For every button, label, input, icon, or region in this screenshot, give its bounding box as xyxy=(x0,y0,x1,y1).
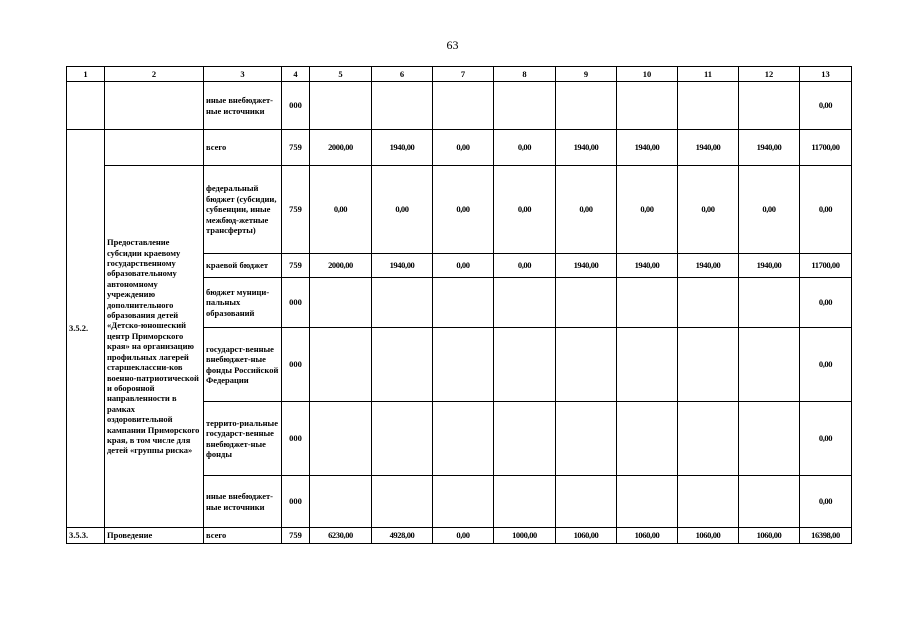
code-cell: 000 xyxy=(282,328,310,402)
value-cell xyxy=(617,82,678,130)
value-cell: 0,00 xyxy=(739,166,800,254)
description-spacer xyxy=(105,130,204,166)
index-cell: 3.5.2. xyxy=(67,130,105,528)
value-cell xyxy=(310,402,372,476)
value-cell: 0,00 xyxy=(494,166,556,254)
value-cell: 0,00 xyxy=(433,254,494,278)
value-cell xyxy=(433,402,494,476)
source-cell: бюджет муници-пальных образований xyxy=(204,278,282,328)
source-cell: всего xyxy=(204,528,282,544)
value-cell xyxy=(556,402,617,476)
header-cell: 3 xyxy=(204,67,282,82)
value-cell xyxy=(739,328,800,402)
code-cell: 000 xyxy=(282,82,310,130)
value-cell: 1940,00 xyxy=(372,254,433,278)
source-cell: иные внебюджет-ные источники xyxy=(204,476,282,528)
value-cell xyxy=(310,328,372,402)
value-cell xyxy=(494,328,556,402)
value-cell xyxy=(372,476,433,528)
source-cell: иные внебюджет-ные источники xyxy=(204,82,282,130)
index-cell: 3.5.3. xyxy=(67,528,105,544)
header-row xyxy=(67,67,852,82)
total-cell: 11700,00 xyxy=(800,254,852,278)
total-cell: 11700,00 xyxy=(800,130,852,166)
code-cell: 759 xyxy=(282,166,310,254)
value-cell xyxy=(494,402,556,476)
table-row xyxy=(67,528,852,544)
value-cell xyxy=(617,278,678,328)
value-cell xyxy=(372,402,433,476)
value-cell: 4928,00 xyxy=(372,528,433,544)
table-row xyxy=(67,130,852,166)
value-cell xyxy=(617,476,678,528)
value-cell: 1940,00 xyxy=(678,254,739,278)
value-cell xyxy=(372,278,433,328)
value-cell xyxy=(556,82,617,130)
value-cell: 1940,00 xyxy=(556,130,617,166)
header-cell: 2 xyxy=(105,67,204,82)
header-cell: 7 xyxy=(433,67,494,82)
value-cell: 1060,00 xyxy=(617,528,678,544)
source-cell: террито-риальные государст-венные внебюджет-ные фонды xyxy=(204,402,282,476)
header-cell: 4 xyxy=(282,67,310,82)
value-cell: 2000,00 xyxy=(310,130,372,166)
value-cell xyxy=(617,402,678,476)
header-cell: 10 xyxy=(617,67,678,82)
value-cell: 1940,00 xyxy=(678,130,739,166)
header-cell: 9 xyxy=(556,67,617,82)
code-cell: 000 xyxy=(282,278,310,328)
source-cell: федеральный бюджет (субсидии, субвенции, иные межбюд-жетные трансферты) xyxy=(204,166,282,254)
value-cell xyxy=(494,278,556,328)
value-cell xyxy=(556,328,617,402)
code-cell: 759 xyxy=(282,254,310,278)
value-cell: 1940,00 xyxy=(372,130,433,166)
total-cell: 0,00 xyxy=(800,166,852,254)
value-cell xyxy=(678,476,739,528)
value-cell: 0,00 xyxy=(494,130,556,166)
value-cell: 1940,00 xyxy=(739,130,800,166)
header-cell: 11 xyxy=(678,67,739,82)
value-cell xyxy=(678,278,739,328)
header-cell: 5 xyxy=(310,67,372,82)
value-cell xyxy=(556,476,617,528)
description-cell: Предоставление субсидии краевому государственному образовательному автономному учреждению дополнительного образования детей «Детско-юношеский центр Приморского края» на организацию профильных лагерей старшеклассни-ков военно-патриотической и оборонной направленности в рамках оздоровительной кампании Приморского края, в том числе для детей «группы риска» xyxy=(105,166,204,528)
code-cell: 759 xyxy=(282,130,310,166)
value-cell: 1940,00 xyxy=(739,254,800,278)
description-cell: Проведение xyxy=(105,528,204,544)
budget-table xyxy=(66,66,852,544)
code-cell: 000 xyxy=(282,402,310,476)
value-cell xyxy=(433,278,494,328)
code-cell: 000 xyxy=(282,476,310,528)
value-cell: 0,00 xyxy=(617,166,678,254)
value-cell xyxy=(739,278,800,328)
value-cell xyxy=(433,82,494,130)
value-cell xyxy=(678,328,739,402)
header-cell: 6 xyxy=(372,67,433,82)
value-cell: 2000,00 xyxy=(310,254,372,278)
value-cell: 0,00 xyxy=(310,166,372,254)
value-cell xyxy=(556,278,617,328)
value-cell xyxy=(310,476,372,528)
value-cell: 6230,00 xyxy=(310,528,372,544)
description-cell xyxy=(105,82,204,130)
value-cell: 1060,00 xyxy=(739,528,800,544)
page-number: 63 xyxy=(446,38,459,52)
value-cell: 0,00 xyxy=(556,166,617,254)
value-cell xyxy=(494,82,556,130)
value-cell xyxy=(678,82,739,130)
header-cell: 13 xyxy=(800,67,852,82)
total-cell: 0,00 xyxy=(800,476,852,528)
value-cell: 1940,00 xyxy=(617,254,678,278)
value-cell: 0,00 xyxy=(433,130,494,166)
source-cell: всего xyxy=(204,130,282,166)
total-cell: 0,00 xyxy=(800,278,852,328)
value-cell xyxy=(494,476,556,528)
value-cell: 0,00 xyxy=(433,166,494,254)
total-cell: 0,00 xyxy=(800,402,852,476)
value-cell xyxy=(433,476,494,528)
value-cell xyxy=(310,82,372,130)
total-cell: 16398,00 xyxy=(800,528,852,544)
value-cell xyxy=(310,278,372,328)
index-cell xyxy=(67,82,105,130)
value-cell xyxy=(372,328,433,402)
value-cell xyxy=(433,328,494,402)
value-cell: 1940,00 xyxy=(617,130,678,166)
table-row xyxy=(67,82,852,130)
value-cell xyxy=(372,82,433,130)
source-cell: государст-венные внебюджет-ные фонды Российской Федерации xyxy=(204,328,282,402)
code-cell: 759 xyxy=(282,528,310,544)
total-cell: 0,00 xyxy=(800,82,852,130)
header-cell: 12 xyxy=(739,67,800,82)
table-row xyxy=(67,166,852,254)
value-cell xyxy=(739,402,800,476)
value-cell xyxy=(739,82,800,130)
value-cell xyxy=(617,328,678,402)
header-cell: 8 xyxy=(494,67,556,82)
value-cell: 1060,00 xyxy=(556,528,617,544)
source-cell: краевой бюджет xyxy=(204,254,282,278)
header-cell: 1 xyxy=(67,67,105,82)
value-cell xyxy=(739,476,800,528)
total-cell: 0,00 xyxy=(800,328,852,402)
value-cell: 1060,00 xyxy=(678,528,739,544)
value-cell: 0,00 xyxy=(372,166,433,254)
value-cell: 0,00 xyxy=(678,166,739,254)
value-cell: 0,00 xyxy=(433,528,494,544)
value-cell: 1940,00 xyxy=(556,254,617,278)
value-cell: 0,00 xyxy=(494,254,556,278)
value-cell xyxy=(678,402,739,476)
value-cell: 1000,00 xyxy=(494,528,556,544)
